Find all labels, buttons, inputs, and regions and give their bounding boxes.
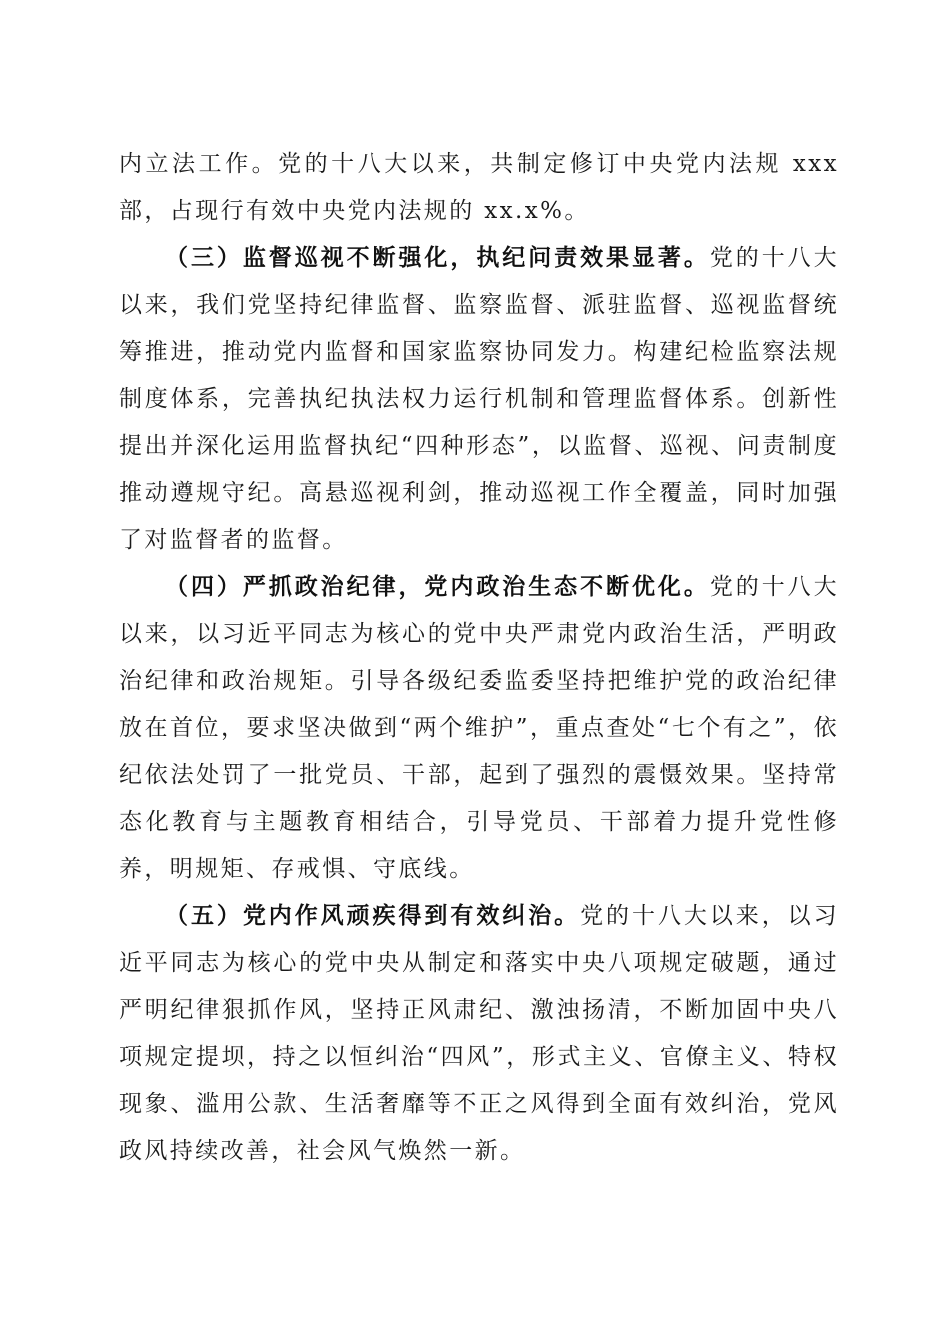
paragraph-section-4 <box>119 564 839 893</box>
section-heading: （三）监督巡视不断强化，执纪问责效果显著。 <box>165 245 710 271</box>
section-heading: （五）党内作风顽疾得到有效纠治。 <box>165 903 581 929</box>
document-body <box>119 141 839 1175</box>
paragraph-continuation <box>119 141 839 235</box>
paragraph-text: 党的十八大以来，我们党坚持纪律监督、监察监督、派驻监督、巡视监督统筹推进，推动党内监督和国家监察协同发力。构建纪检监察法规制度体系，完善执纪执法权力运行机制和管理监督体系。创新性提出并深化运用监督执纪“四种形态”，以监督、巡视、问责制度推动遵规守纪。高悬巡视利剑，推动巡视工作全覆盖，同时加强了对监督者的监督。 <box>119 245 840 553</box>
paragraph-section-5 <box>119 893 839 1175</box>
paragraph-text: 内立法工作。党的十八大以来，共制定修订中央党内法规 xxx 部，占现行有效中央党内法规的 xx.x%。 <box>119 151 839 224</box>
section-heading: （四）严抓政治纪律，党内政治生态不断优化。 <box>165 574 710 600</box>
paragraph-text: 党的十八大以来，以习近平同志为核心的党中央从制定和落实中央八项规定破题，通过严明纪律狠抓作风，坚持正风肃纪、激浊扬清，不断加固中央八项规定提坝，持之以恒纠治“四风”，形式主义、官僚主义、特权现象、滥用公款、生活奢靡等不正之风得到全面有效纠治，党风政风持续改善，社会风气焕然一新。 <box>119 903 840 1164</box>
paragraph-text: 党的十八大以来，以习近平同志为核心的党中央严肃党内政治生活，严明政治纪律和政治规矩。引导各级纪委监委坚持把维护党的政治纪律放在首位，要求坚决做到“两个维护”，重点查处“七个有之”，依纪依法处罚了一批党员、干部，起到了强烈的震慑效果。坚持常态化教育与主题教育相结合，引导党员、干部着力提升党性修养，明规矩、存戒惧、守底线。 <box>119 574 840 882</box>
paragraph-section-3 <box>119 235 839 564</box>
